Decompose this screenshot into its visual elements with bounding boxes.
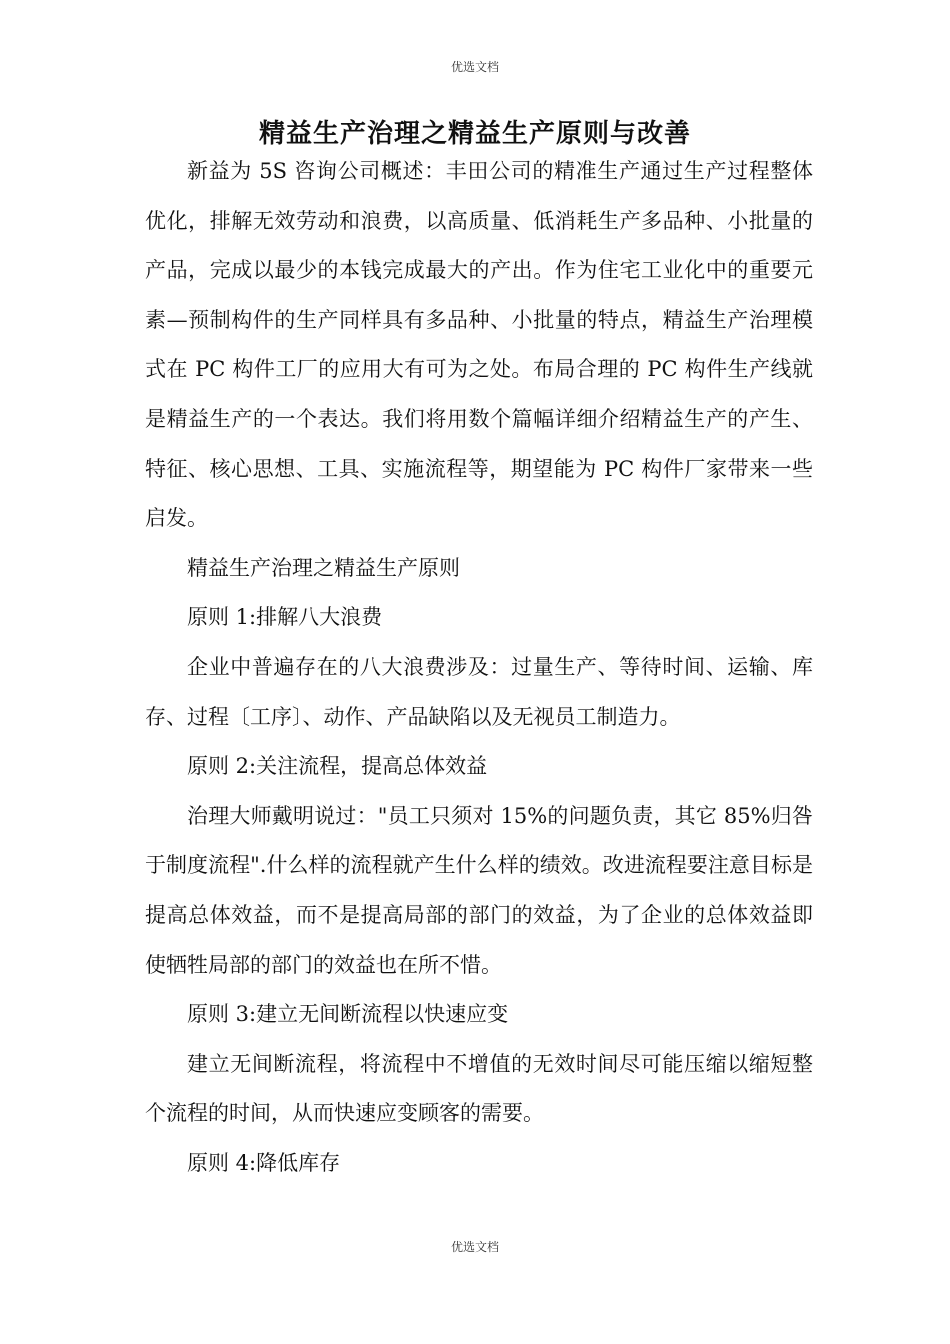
principle-1-heading: 原则 1:排解八大浪费	[187, 605, 383, 630]
principle-2-text: 治理大师戴明说过："员工只须对 15%的问题负责，其它 85%归咎于制度流程".什么样的流程就产生什么样的绩效。改进流程要注意目标是提高总体效益，而不是提高局部的部门的效益，为了企业的总体效益即使牺牲局部的部门的效益也在所不惜。	[145, 803, 813, 977]
document-title: 精益生产治理之精益生产原则与改善	[258, 119, 691, 150]
intro-paragraph: 新益为 5S 咨询公司概述：丰田公司的精准生产通过生产过程整体优化，排解无效劳动和浪费，以高质量、低消耗生产多品种、小批量的产品，完成以最少的本钱完成最大的产出。作为住宅工业化中的重要元素—预制构件的生产同样具有多品种、小批量的特点，精益生产治理模式在 PC 构件工厂的应用大有可为之处。布局合理的 PC 构件生产线就是精益生产的一个表达。我们将用数个篇幅详细介绍精益生产的产生、特征、核心思想、工具、实施流程等，期望能为 PC 构件厂家带来一些启发。	[145, 159, 813, 531]
principle-1-text: 企业中普遍存在的八大浪费涉及：过量生产、等待时间、运输、库存、过程〔工序〕、动作、产品缺陷以及无视员工制造力。	[145, 654, 813, 729]
principle-4-heading: 原则 4:降低库存	[187, 1150, 341, 1175]
page-header: 优选文档	[450, 60, 499, 74]
page-footer: 优选文档	[450, 1240, 499, 1254]
principle-3-text: 建立无间断流程，将流程中不增值的无效时间尽可能压缩以缩短整个流程的时间，从而快速应变顾客的需要。	[145, 1051, 813, 1126]
section-heading: 精益生产治理之精益生产原则	[187, 555, 460, 580]
principle-3-heading: 原则 3:建立无间断流程以快速应变	[187, 1002, 509, 1027]
principle-2-heading: 原则 2:关注流程，提高总体效益	[187, 754, 488, 779]
document-body	[145, 147, 813, 1188]
